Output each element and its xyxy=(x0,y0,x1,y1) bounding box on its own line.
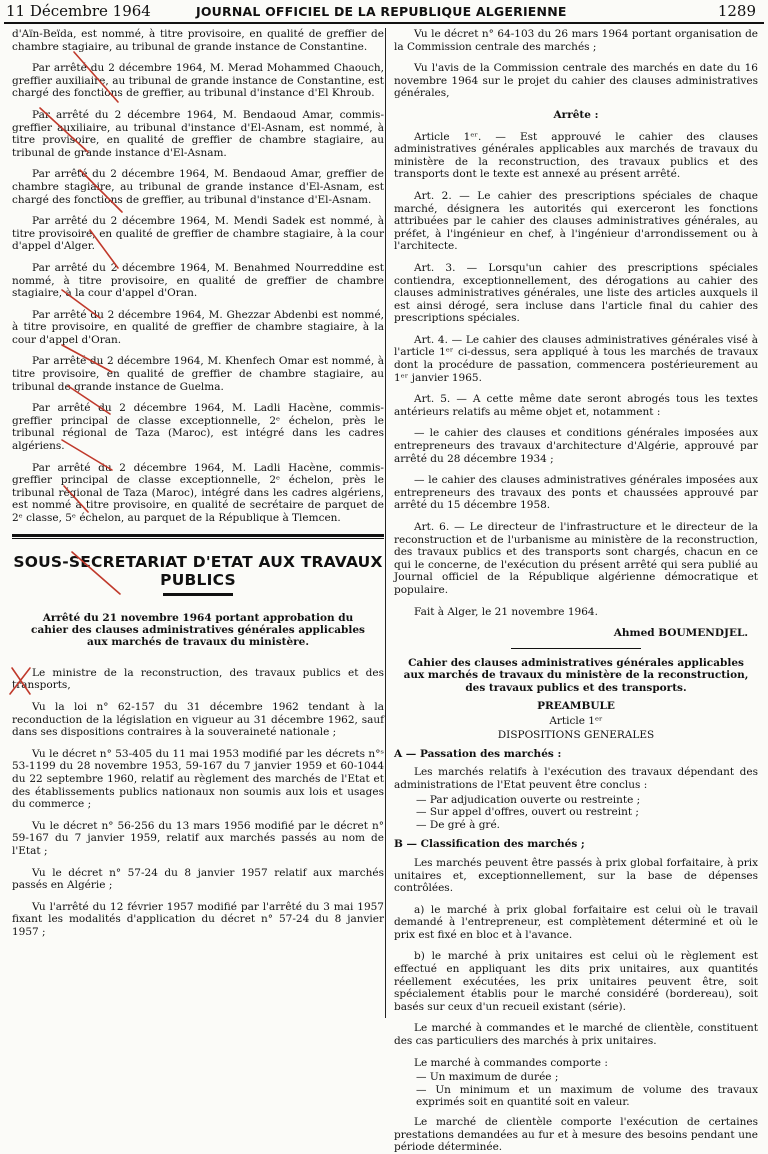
cahier-title: Cahier des clauses administratives générales applicables aux marchés de travaux du ministère de la reconstruction, des travaux publics et des transports. xyxy=(403,656,749,694)
paragraph: Vu le décret n° 53-405 du 11 mai 1953 modifié par les décrets n°ˢ 53-1199 du 28 novembre 1953, 59-167 du 7 janvier 1959 et 60-1044 du 22 septembre 1960, relatif au règlement des marchés de l'Etat et des établissements publics nationaux non soumis aux lois et usages du commerce ; xyxy=(12,747,384,811)
list-item: — Sur appel d'offres, ouvert ou restreint ; xyxy=(416,806,639,819)
dispositions-heading: DISPOSITIONS GENERALES xyxy=(497,729,655,742)
list-item: — De gré à gré. xyxy=(416,818,500,831)
paragraph: Par arrêté du 2 décembre 1964, M. Benahmed Nourreddine est nommé, à titre provisoire, en qualité de greffier de chambre stagiaire, à la cour d'appel d'Oran. xyxy=(12,261,384,300)
paragraph: Les marchés relatifs à l'exécution des travaux dépendant des administrations de l'Etat peuvent être conclus : xyxy=(394,766,758,791)
list-item: — Un maximum de durée ; xyxy=(416,1071,559,1084)
paragraph: Le marché à commandes et le marché de clientèle, constituent des cas particuliers des marchés à prix unitaires. xyxy=(394,1022,758,1048)
paragraph: d'Aïn-Beïda, est nommé, à titre provisoire, en qualité de greffier de chambre stagiaire, au tribunal de grande instance de Constantine. xyxy=(12,28,384,53)
article-paragraph: Art. 6. — Le directeur de l'infrastructure et le directeur de la reconstruction et de l'urbanisme au ministère de la reconstruction, des travaux publics et des transports sont chargés, chacun en ce qui le concerne, de l'exécution du présent arrêté qui sera publié au Journal officiel de la République algérienne démocratique et populaire. xyxy=(394,521,758,596)
paragraph: Par arrêté du 2 décembre 1964, M. Ladli Hacène, commis-greffier principal de classe exceptionnelle, 2ᵉ échelon, près le tribunal régional de Taza (Maroc), intégré dans les cadres algériens, est nommé à titre provisoire, en qualité de secrétaire de parquet de 2ᵉ classe, 5ᵉ échelon, au parquet de la République à Tlemcen. xyxy=(12,461,384,524)
article-paragraph: Art. 3. — Lorsqu'un cahier des prescriptions spéciales contiendra, exceptionnellement, des dérogations au cahier des clauses administratives générales, une liste des articles auxquels il est ainsi dérogé, sera incluse dans l'article final du cahier des prescriptions spéciales. xyxy=(394,261,758,325)
paragraph: Par arrêté du 2 décembre 1964, M. Bendaoud Amar, commis-greffier auxiliaire, au tribunal d'instance d'El-Asnam, est nommé, à titre provisoire, en qualité de greffier de chambre stagiaire, au tribunal de grande instance d'El-Asnam. xyxy=(12,108,384,159)
paragraph: Le ministre de la reconstruction, des travaux publics et des transports, xyxy=(12,666,384,692)
list-item: — Par adjudication ouverte ou restreinte ; xyxy=(416,793,641,806)
paragraph: Par arrêté du 2 décembre 1964, M. Khenfech Omar est nommé, à titre provisoire, en qualité de greffier de chambre stagiaire, au tribunal de grande instance de Guelma. xyxy=(12,355,384,393)
paragraph: — le cahier des clauses administratives générales imposées aux entrepreneurs des travaux des ponts et chaussées approuvé par arrêté du 15 décembre 1958. xyxy=(394,474,758,512)
article-paragraph: Art. 5. — A cette même date seront abrogés tous les textes antérieurs relatifs au même objet et, notamment : xyxy=(394,393,758,418)
signature: Ahmed BOUMENDJEL. xyxy=(613,627,748,640)
paragraph: Vu l'avis de la Commission centrale des marchés en date du 16 novembre 1964 sur le projet du cahier des clauses administratives générales, xyxy=(394,62,758,100)
paragraph: Par arrêté du 2 décembre 1964, M. Ladli Hacène, commis-greffier principal de classe exceptionnelle, 2ᵉ échelon, près le tribunal régional de Taza (Maroc), est intégré dans les cadres algériens. xyxy=(12,402,384,453)
subheading-a: A — Passation des marchés : xyxy=(394,747,562,760)
article-paragraph: Art. 4. — Le cahier des clauses administratives générales visé à l'article 1ᵉʳ ci-dessus, sera appliqué à tous les marchés de travaux dont la procédure de passation, commencera postérieurement au 1ᵉʳ janvier 1965. xyxy=(394,333,758,384)
journal-title: JOURNAL OFFICIEL DE LA REPUBLIQUE ALGERIENNE xyxy=(196,4,567,19)
header-date: 11 Décembre 1964 xyxy=(6,2,151,20)
divider xyxy=(511,648,641,649)
paragraph: Le marché à commandes comporte : xyxy=(414,1056,608,1069)
place-date: Fait à Alger, le 21 novembre 1964. xyxy=(414,605,598,618)
paragraph: Vu le décret n° 64-103 du 26 mars 1964 portant organisation de la Commission centrale des marchés ; xyxy=(394,28,758,53)
page-header xyxy=(0,0,768,24)
section-divider xyxy=(12,534,384,537)
decree-title: Arrêté du 21 novembre 1964 portant approbation du cahier des clauses administratives générales applicables aux marchés de travaux du ministère. xyxy=(31,611,365,649)
article-heading: Article 1ᵉʳ xyxy=(549,714,603,727)
page-number: 1289 xyxy=(717,2,756,20)
article-paragraph: Art. 2. — Le cahier des prescriptions spéciales de chaque marché, désignera les autorités qui exerceront les fonctions attribuées par le cahier des clauses administratives générales, au préfet, à l'ingénieur en chef, à l'ingénieur d'arrondissement ou à l'architecte. xyxy=(394,189,758,253)
subheading-b: B — Classification des marchés ; xyxy=(394,838,585,851)
paragraph: Par arrêté du 2 décembre 1964, M. Bendaoud Amar, greffier de chambre stagiaire, au tribunal de grande instance d'El-Asnam, est chargé des fonctions de greffier, au tribunal d'instance d'El-Asnam. xyxy=(12,168,384,206)
paragraph: Vu l'arrêté du 12 février 1957 modifié par l'arrêté du 3 mai 1957 fixant les modalités d'application du décret n° 57-24 du 8 janvier 1957 ; xyxy=(12,900,384,938)
column-divider xyxy=(385,28,386,1018)
header-rule xyxy=(4,22,764,24)
list-item: — Un minimum et un maximum de volume des travaux exprimés soit en quantité soit en valeur. xyxy=(416,1083,758,1109)
paragraph: Par arrêté du 2 décembre 1964, M. Mendi Sadek est nommé, à titre provisoire, en qualité de greffier de chambre stagiaire, à la cour d'appel d'Alger. xyxy=(12,215,384,253)
right-column xyxy=(394,28,758,1154)
left-column xyxy=(12,28,384,1018)
paragraph: Vu le décret n° 56-256 du 13 mars 1956 modifié par le décret n° 59-167 du 7 janvier 1959, relatif aux marchés passés au nom de l'Etat ; xyxy=(12,819,384,857)
paragraph: Le marché de clientèle comporte l'exécution de certaines prestations demandées au fur et à mesure des besoins pendant une période déterminée. xyxy=(394,1116,758,1154)
section-divider-thin xyxy=(12,538,384,539)
paragraph: Par arrêté du 2 décembre 1964, M. Merad Mohammed Chaouch, greffier auxiliaire, au tribunal de grande instance de Constantine, est chargé des fonctions de greffier, au tribunal d'instance d'El Khroub. xyxy=(12,62,384,100)
paragraph: a) le marché à prix global forfaitaire est celui où le travail demandé à l'entrepreneur, est complètement déterminé et où le prix est fixé en bloc et à l'avance. xyxy=(394,903,758,941)
title-underline xyxy=(163,593,233,596)
paragraph: b) le marché à prix unitaires est celui où le règlement est effectué en appliquant les dits prix unitaires, aux quantités réellement exécutées, les prix unitaires peuvent être, soit spécialement établis pour le marché considéré (bordereau), soit basés sur ceux d'un recueil existant (série). xyxy=(394,950,758,1013)
paragraph: Les marchés peuvent être passés à prix global forfaitaire, à prix unitaires et, exceptionnellement, sur la base de dépenses contrôlées. xyxy=(394,856,758,895)
section-title: SOUS-SECRETARIAT D'ETAT AUX TRAVAUX PUBLICS xyxy=(13,552,383,589)
paragraph: Par arrêté du 2 décembre 1964, M. Ghezzar Abdenbi est nommé, à titre provisoire, en qualité de greffier de chambre stagiaire, à la cour d'appel d'Oran. xyxy=(12,308,384,346)
paragraph: Vu le décret n° 57-24 du 8 janvier 1957 relatif aux marchés passés en Algérie ; xyxy=(12,866,384,892)
article-paragraph: Article 1ᵉʳ. — Est approuvé le cahier des clauses administratives générales applicables aux marchés de travaux du ministère de la reconstruction, des travaux publics et des transports dont le texte est annexé au présent arrêté. xyxy=(394,130,758,181)
paragraph: Vu la loi n° 62-157 du 31 décembre 1962 tendant à la reconduction de la législation en vigueur au 31 décembre 1962, sauf dans ses dispositions contraires à la souveraineté nationale ; xyxy=(12,701,384,739)
arrete-heading: Arrête : xyxy=(553,108,599,121)
paragraph: — le cahier des clauses et conditions générales imposées aux entrepreneurs des travaux d'architecture d'Algérie, approuvé par arrêté du 28 décembre 1934 ; xyxy=(394,427,758,465)
preambule-heading: PREAMBULE xyxy=(537,699,615,712)
